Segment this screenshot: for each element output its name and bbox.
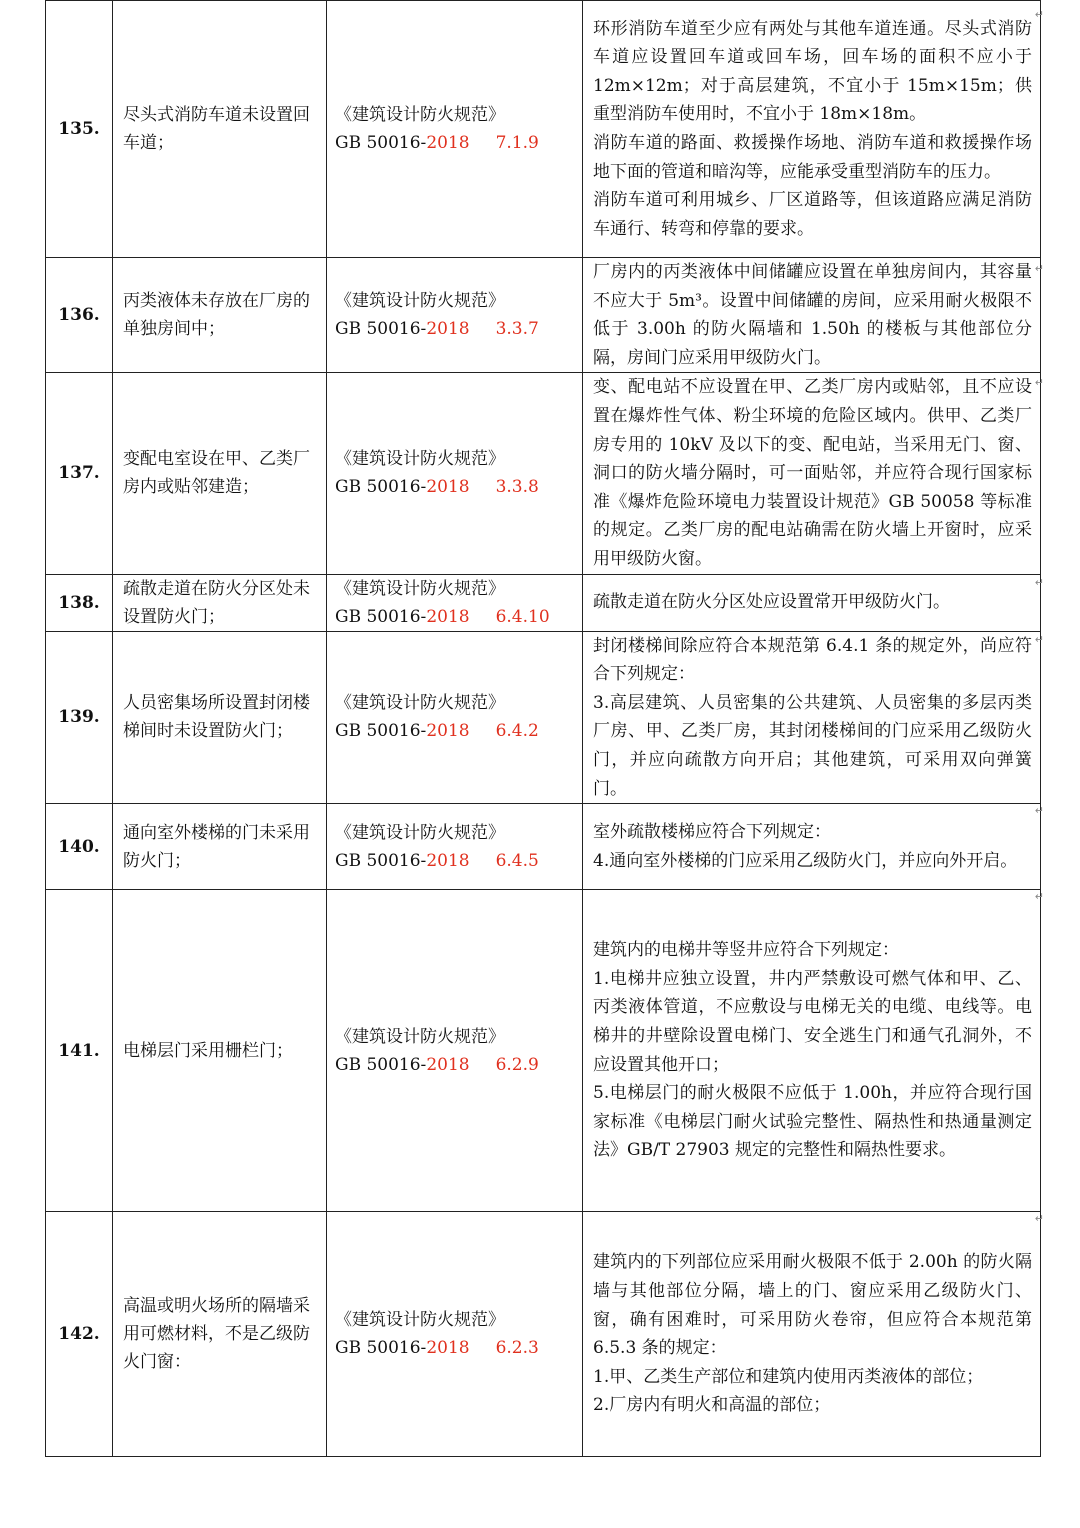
code-clause: 3.3.8 (495, 477, 539, 498)
item-number: 139. (46, 631, 113, 804)
table-row (46, 574, 1041, 631)
issue-description: 变配电室设在甲、乙类厂房内或贴邻建造； (113, 373, 327, 574)
requirement-text (583, 890, 1041, 1212)
issue-description: 通向室外楼梯的门未采用防火门； (113, 804, 327, 890)
requirement-paragraph: 1.电梯井应独立设置，井内严禁敷设可燃气体和甲、乙、丙类液体管道，不应敷设与电梯无关的电缆、电线等。电梯井的井壁除设置电梯门、安全逃生门和通气孔洞外，不应设置其他开口； (593, 968, 1032, 1075)
table-row (46, 373, 1041, 574)
code-reference (327, 373, 583, 574)
paragraph-mark-icon: ↵ (1034, 890, 1044, 903)
code-name: 《建筑设计防火规范》 (335, 822, 505, 843)
requirement-text (583, 258, 1041, 373)
item-number: 136. (46, 258, 113, 373)
requirement-text (583, 1212, 1041, 1457)
paragraph-mark-icon: ↵ (1034, 804, 1044, 817)
code-name: 《建筑设计防火规范》 (335, 1310, 505, 1331)
table-row (46, 1212, 1041, 1457)
paragraph-mark-icon: ↵ (1034, 1212, 1044, 1225)
requirement-text (583, 804, 1041, 890)
code-year: 2018 (426, 1338, 470, 1359)
code-year: 2018 (426, 721, 470, 742)
item-number: 141. (46, 890, 113, 1212)
issue-description: 丙类液体未存放在厂房的单独房间中； (113, 258, 327, 373)
requirement-paragraph: 变、配电站不应设置在甲、乙类厂房内或贴邻，且不应设置在爆炸性气体、粉尘环境的危险区域内。供甲、乙类厂房专用的 10kV 及以下的变、配电站，当采用无门、窗、洞口的防火墙分隔时，可一面贴邻，并应符合现行国家标准《爆炸危险环境电力装置设计规范》GB 50058 等标准的规定。乙类厂房的配电站确需在防火墙上开窗时，应采用甲级防火窗。 (593, 377, 1032, 569)
code-std: GB 50016- (335, 319, 427, 340)
code-name: 《建筑设计防火规范》 (335, 578, 505, 599)
requirement-text (583, 1, 1041, 258)
code-name: 《建筑设计防火规范》 (335, 693, 505, 714)
requirement-paragraph: 5.电梯层门的耐火极限不应低于 1.00h，并应符合现行国家标准《电梯层门耐火试验完整性、隔热性和热通量测定法》GB/T 27903 规定的完整性和隔热性要求。 (593, 1083, 1032, 1161)
paragraph-mark-icon: ↵ (1034, 262, 1044, 275)
code-clause: 6.2.3 (495, 1338, 539, 1359)
code-clause: 6.4.5 (495, 850, 539, 871)
code-std: GB 50016- (335, 850, 427, 871)
code-year: 2018 (426, 477, 470, 498)
table-row (46, 258, 1041, 373)
code-year: 2018 (426, 850, 470, 871)
code-year: 2018 (426, 319, 470, 340)
code-clause: 3.3.7 (495, 319, 539, 340)
code-name: 《建筑设计防火规范》 (335, 291, 505, 312)
code-std: GB 50016- (335, 133, 427, 153)
requirement-paragraph: 环形消防车道至少应有两处与其他车道连通。尽头式消防车道应设置回车道或回车场，回车场的面积不应小于 12m×12m；对于高层建筑，不宜小于 15m×15m；供重型消防车使用时，不宜小于 18m×18m。 (593, 18, 1032, 125)
requirement-paragraph: 建筑内的电梯井等竖井应符合下列规定： (593, 940, 899, 961)
issue-description: 电梯层门采用栅栏门； (113, 890, 327, 1212)
code-std: GB 50016- (335, 1338, 427, 1359)
requirement-paragraph: 2.厂房内有明火和高温的部位； (593, 1395, 831, 1416)
requirement-paragraph: 3.高层建筑、人员密集的公共建筑、人员密集的多层丙类厂房、甲、乙类厂房，其封闭楼梯间的门应采用乙级防火门，并应向疏散方向开启；其他建筑，可采用双向弹簧门。 (593, 692, 1032, 799)
item-number: 137. (46, 373, 113, 574)
issue-description: 疏散走道在防火分区处未设置防火门； (113, 574, 327, 631)
issue-description: 尽头式消防车道未设置回车道； (113, 1, 327, 258)
code-name: 《建筑设计防火规范》 (335, 105, 505, 125)
code-reference (327, 1, 583, 258)
requirement-paragraph: 疏散走道在防火分区处应设置常开甲级防火门。 (593, 592, 950, 613)
requirement-paragraph: 消防车道的路面、救援操作场地、消防车道和救援操作场地下面的管道和暗沟等，应能承受重型消防车的压力。 (593, 133, 1032, 182)
item-number: 140. (46, 804, 113, 890)
code-reference (327, 574, 583, 631)
paragraph-mark-icon: ↵ (1034, 576, 1044, 589)
requirement-paragraph: 封闭楼梯间除应符合本规范第 6.4.1 条的规定外，尚应符合下列规定： (593, 635, 1032, 685)
code-std: GB 50016- (335, 1054, 427, 1075)
requirement-paragraph: 室外疏散楼梯应符合下列规定： (593, 822, 831, 842)
code-year: 2018 (426, 1054, 470, 1075)
code-reference (327, 258, 583, 373)
issue-description: 人员密集场所设置封闭楼梯间时未设置防火门； (113, 631, 327, 804)
code-reference (327, 890, 583, 1212)
code-clause: 6.4.10 (495, 606, 550, 627)
code-std: GB 50016- (335, 606, 427, 627)
requirement-paragraph: 4.通向室外楼梯的门应采用乙级防火门，并应向外开启。 (593, 850, 1018, 871)
requirement-text (583, 631, 1041, 804)
code-std: GB 50016- (335, 477, 427, 498)
requirement-paragraph: 建筑内的下列部位应采用耐火极限不低于 2.00h 的防火隔墙与其他部位分隔，墙上的门、窗应采用乙级防火门、窗，确有困难时，可采用防火卷帘，但应符合本规范第 6.5.3 条的规定： (593, 1252, 1032, 1359)
item-number: 142. (46, 1212, 113, 1457)
code-clause: 7.1.9 (495, 133, 539, 153)
requirement-text (583, 373, 1041, 574)
requirement-paragraph: 厂房内的丙类液体中间储罐应设置在单独房间内，其容量不应大于 5m³。设置中间储罐的房间，应采用耐火极限不低于 3.00h 的防火隔墙和 1.50h 的楼板与其他部位分隔，房间门应采用甲级防火门。 (593, 262, 1032, 368)
requirement-paragraph: 1.甲、乙类生产部位和建筑内使用丙类液体的部位； (593, 1366, 984, 1387)
paragraph-mark-icon: ↵ (1034, 376, 1044, 389)
table-row (46, 1, 1041, 258)
requirement-text (583, 574, 1041, 631)
item-number: 135. (46, 1, 113, 258)
code-clause: 6.2.9 (495, 1054, 539, 1075)
item-number: 138. (46, 574, 113, 631)
requirement-paragraph: 消防车道可利用城乡、厂区道路等，但该道路应满足消防车通行、转弯和停靠的要求。 (593, 190, 1032, 239)
code-year: 2018 (426, 606, 470, 627)
code-reference (327, 804, 583, 890)
code-reference (327, 1212, 583, 1457)
code-name: 《建筑设计防火规范》 (335, 1026, 505, 1047)
code-year: 2018 (426, 133, 470, 153)
issue-description: 高温或明火场所的隔墙采用可燃材料，不是乙级防火门窗： (113, 1212, 327, 1457)
code-reference (327, 631, 583, 804)
code-name: 《建筑设计防火规范》 (335, 449, 505, 470)
code-clause: 6.4.2 (495, 721, 539, 742)
paragraph-mark-icon: ↵ (1034, 8, 1044, 21)
table-row (46, 890, 1041, 1212)
regulation-table (45, 0, 1041, 1457)
paragraph-mark-icon: ↵ (1034, 633, 1044, 646)
table-row (46, 804, 1041, 890)
code-std: GB 50016- (335, 721, 427, 742)
table-row (46, 631, 1041, 804)
